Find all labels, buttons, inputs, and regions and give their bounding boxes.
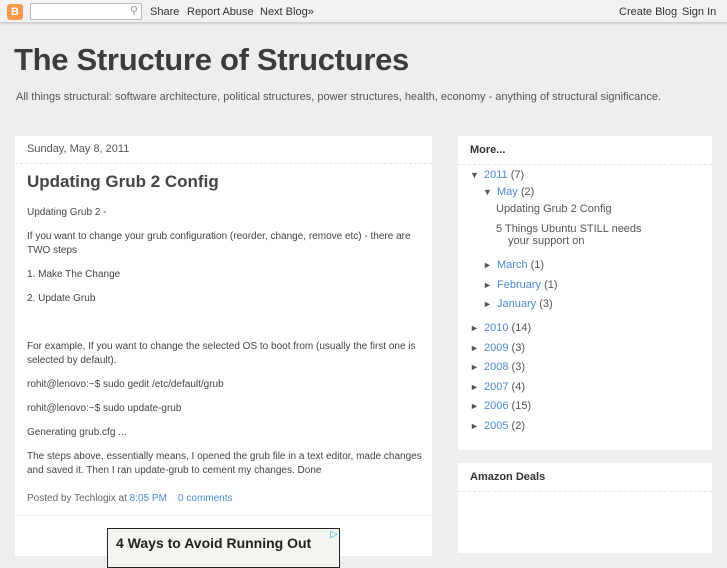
year-link[interactable]: 2006 <box>484 400 509 412</box>
year-link[interactable]: 2009 <box>484 341 509 354</box>
year-link[interactable]: 2011 <box>484 169 508 181</box>
post-count: (1) <box>530 259 545 271</box>
post-count: (15) <box>511 400 532 412</box>
post-count: (2) <box>511 419 525 432</box>
expand-toggle-icon[interactable]: ► <box>470 401 479 411</box>
expand-toggle-icon[interactable]: ► <box>470 420 479 431</box>
year-link[interactable]: 2008 <box>484 361 509 373</box>
month-link[interactable]: May <box>497 186 518 198</box>
archive-year-2011[interactable] <box>470 169 524 181</box>
archive-year[interactable] <box>470 361 525 373</box>
posted-by: Posted by Techlogix at <box>27 493 127 504</box>
archive-month[interactable] <box>483 259 544 271</box>
post-title[interactable]: Updating Grub 2 Config <box>27 172 219 191</box>
search-input[interactable] <box>30 3 142 20</box>
archive-year[interactable] <box>470 400 531 412</box>
year-link[interactable]: 2010 <box>484 322 509 334</box>
amazon-deals-widget <box>458 463 712 553</box>
archive-year[interactable] <box>470 342 525 354</box>
post-time-link[interactable]: 8:05 PM <box>129 493 167 504</box>
ad-banner[interactable] <box>107 528 340 568</box>
archive-post-link[interactable]: 5 Things Ubuntu STILL needs <box>496 223 642 235</box>
create-blog-link[interactable]: Create Blog <box>619 6 678 18</box>
post-date: Sunday, May 8, 2011 <box>27 143 130 155</box>
post-paragraph: For example, If you want to change the selected OS to boot from (usually the first one is selected by default). <box>27 341 416 366</box>
ad-text[interactable]: 4 Ways to Avoid Running Out <box>116 535 312 551</box>
divider <box>15 515 432 516</box>
post-count: (14) <box>511 322 532 334</box>
archive-month-may[interactable] <box>483 186 534 198</box>
year-link[interactable]: 2007 <box>484 380 509 393</box>
post-paragraph: 2. Update Grub <box>27 293 96 304</box>
archive-year[interactable] <box>470 381 525 393</box>
archive-widget <box>458 136 712 450</box>
divider <box>458 491 712 492</box>
blogger-logo-icon[interactable]: B <box>7 4 23 20</box>
search-icon[interactable]: ⚲ <box>129 5 138 17</box>
blog-description: All things structural: software architecture, political structures, power structures, health, economy - anything of structural significance. <box>16 91 662 103</box>
post-count: (4) <box>511 380 525 393</box>
adchoices-icon[interactable]: ▷ <box>330 529 338 540</box>
blog-title[interactable]: The Structure of Structures <box>14 42 409 77</box>
post-paragraph: rohit@lenovo:~$ sudo gedit /etc/default/grub <box>27 379 224 390</box>
post-paragraph: The steps above, essentially means, I opened the grub file in a text editor, made changes and saved it. Then I ran update-grub to cement my changes. Done <box>27 451 422 476</box>
post-count: (3) <box>539 298 553 310</box>
post-paragraph: If you want to change your grub configuration (reorder, change, remove etc) - there are TWO steps <box>27 231 411 256</box>
expand-toggle-icon[interactable]: ► <box>483 299 492 309</box>
post-count: (2) <box>520 186 535 198</box>
expand-toggle-icon[interactable]: ► <box>470 362 479 372</box>
archive-year[interactable] <box>470 322 531 334</box>
expand-toggle-icon[interactable]: ▼ <box>483 187 492 197</box>
share-link[interactable]: Share <box>150 6 180 18</box>
expand-toggle-icon[interactable]: ► <box>470 342 479 353</box>
archive-post-link[interactable]: Updating Grub 2 Config <box>496 203 612 215</box>
report-abuse-link[interactable]: Report Abuse <box>187 6 254 18</box>
expand-toggle-icon[interactable]: ► <box>470 381 479 392</box>
post-body <box>27 206 422 488</box>
post-count: (3) <box>511 341 525 354</box>
post-paragraph: Generating grub.cfg ... <box>27 427 127 438</box>
post-footer <box>27 493 233 504</box>
post-column <box>15 136 432 556</box>
expand-toggle-icon[interactable]: ▼ <box>470 170 479 180</box>
divider <box>15 163 432 164</box>
comments-link[interactable]: 0 comments <box>178 493 233 504</box>
month-link[interactable]: January <box>497 298 537 310</box>
widget-title: Amazon Deals <box>470 471 546 483</box>
post-count: (3) <box>511 361 525 373</box>
archive-post-link-cont[interactable]: your support on <box>508 235 585 247</box>
next-blog-link[interactable]: Next Blog» <box>260 6 314 18</box>
archive-year[interactable] <box>470 420 525 432</box>
archive-month[interactable] <box>483 279 558 291</box>
year-link[interactable]: 2005 <box>484 419 509 432</box>
post-paragraph: 1. Make The Change <box>27 269 121 280</box>
month-link[interactable]: February <box>497 278 542 291</box>
post-paragraph: Updating Grub 2 - <box>27 207 107 218</box>
post-count: (7) <box>510 169 525 181</box>
expand-toggle-icon[interactable]: ► <box>483 260 492 270</box>
widget-title: More... <box>470 144 506 156</box>
post-count: (1) <box>544 278 558 291</box>
divider <box>458 164 712 165</box>
archive-month[interactable] <box>483 298 553 310</box>
expand-toggle-icon[interactable]: ► <box>470 323 479 333</box>
sign-in-link[interactable]: Sign In <box>682 6 717 18</box>
month-link[interactable]: March <box>497 259 528 271</box>
post-paragraph: rohit@lenovo:~$ sudo update-grub <box>27 403 182 414</box>
expand-toggle-icon[interactable]: ► <box>483 279 492 290</box>
blogger-navbar <box>0 0 727 23</box>
